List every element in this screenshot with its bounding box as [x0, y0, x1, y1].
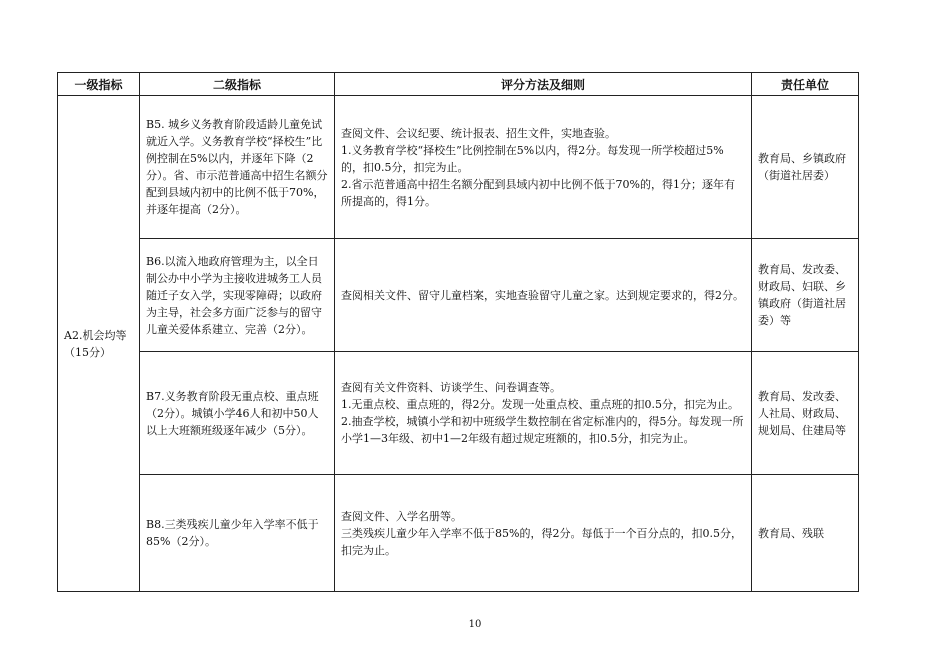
method-line: 2.省示范普通高中招生名额分配到县域内初中比例不低于70%的，得1分；逐年有所提高的，得1分。 [341, 177, 735, 208]
method-line: 查阅相关文件、留守儿童档案，实地查验留守儿童之家。达到规定要求的，得2分。 [341, 288, 744, 302]
table-row [58, 239, 859, 352]
scoring-method [335, 352, 752, 475]
method-line: 查阅文件、会议纪要、统计报表、招生文件，实地查验。 [341, 126, 616, 140]
header-level2: 二级指标 [140, 73, 335, 96]
level2-indicator: B8.三类残疾儿童少年入学率不低于85%（2分）。 [140, 475, 335, 592]
scoring-method [335, 475, 752, 592]
table-header-row [58, 73, 859, 96]
header-unit: 责任单位 [752, 73, 859, 96]
responsible-unit: 教育局、发改委、人社局、财政局、规划局、住建局等 [752, 352, 859, 475]
method-line: 三类残疾儿童少年入学率不低于85%的，得2分。每低于一个百分点的，扣0.5分，扣完为止。 [341, 526, 742, 557]
header-method: 评分方法及细则 [335, 73, 752, 96]
method-line: 2.抽查学校，城镇小学和初中班级学生数控制在省定标准内的，得5分。每发现一所小学1—3年级、初中1—2年级有超过规定班额的，扣0.5分，扣完为止。 [341, 415, 744, 445]
method-line: 1.义务教育学校“择校生”比例控制在5%以内，得2分。每发现一所学校超过5%的，扣0.5分，扣完为止。 [341, 143, 724, 174]
table-row [58, 96, 859, 239]
table-row [58, 352, 859, 475]
level2-indicator: B6.以流入地政府管理为主，以全日制公办中小学为主接收进城务工人员随迁子女入学，实现零障碍；以政府为主导，社会多方面广泛参与的留守儿童关爱体系建立、完善（2分）。 [140, 239, 335, 352]
level1-indicator: A2.机会均等（15分） [58, 96, 140, 592]
header-level1: 一级指标 [58, 73, 140, 96]
responsible-unit: 教育局、发改委、财政局、妇联、乡镇政府（街道社居委）等 [752, 239, 859, 352]
responsible-unit: 教育局、乡镇政府（街道社居委） [752, 96, 859, 239]
level2-indicator: B7.义务教育阶段无重点校、重点班（2分）。城镇小学46人和初中50人以上大班额班级逐年减少（5分）。 [140, 352, 335, 475]
table-row [58, 475, 859, 592]
method-line: 查阅文件、入学名册等。 [341, 509, 462, 523]
scoring-method [335, 239, 752, 352]
responsible-unit: 教育局、残联 [752, 475, 859, 592]
method-line: 1.无重点校、重点班的，得2分。发现一处重点校、重点班的扣0.5分，扣完为止。 [341, 398, 739, 411]
page-number: 10 [468, 619, 482, 630]
method-line: 查阅有关文件资料、访谈学生、问卷调查等。 [341, 381, 561, 394]
level2-indicator: B5. 城乡义务教育阶段适龄儿童免试就近入学。义务教育学校“择校生”比例控制在5%以内，并逐年下降（2分）。省、市示范普通高中招生名额分配到县域内初中的比例不低于70%，并逐年提高（2分）。 [140, 96, 335, 239]
scoring-method [335, 96, 752, 239]
evaluation-table [57, 72, 859, 592]
